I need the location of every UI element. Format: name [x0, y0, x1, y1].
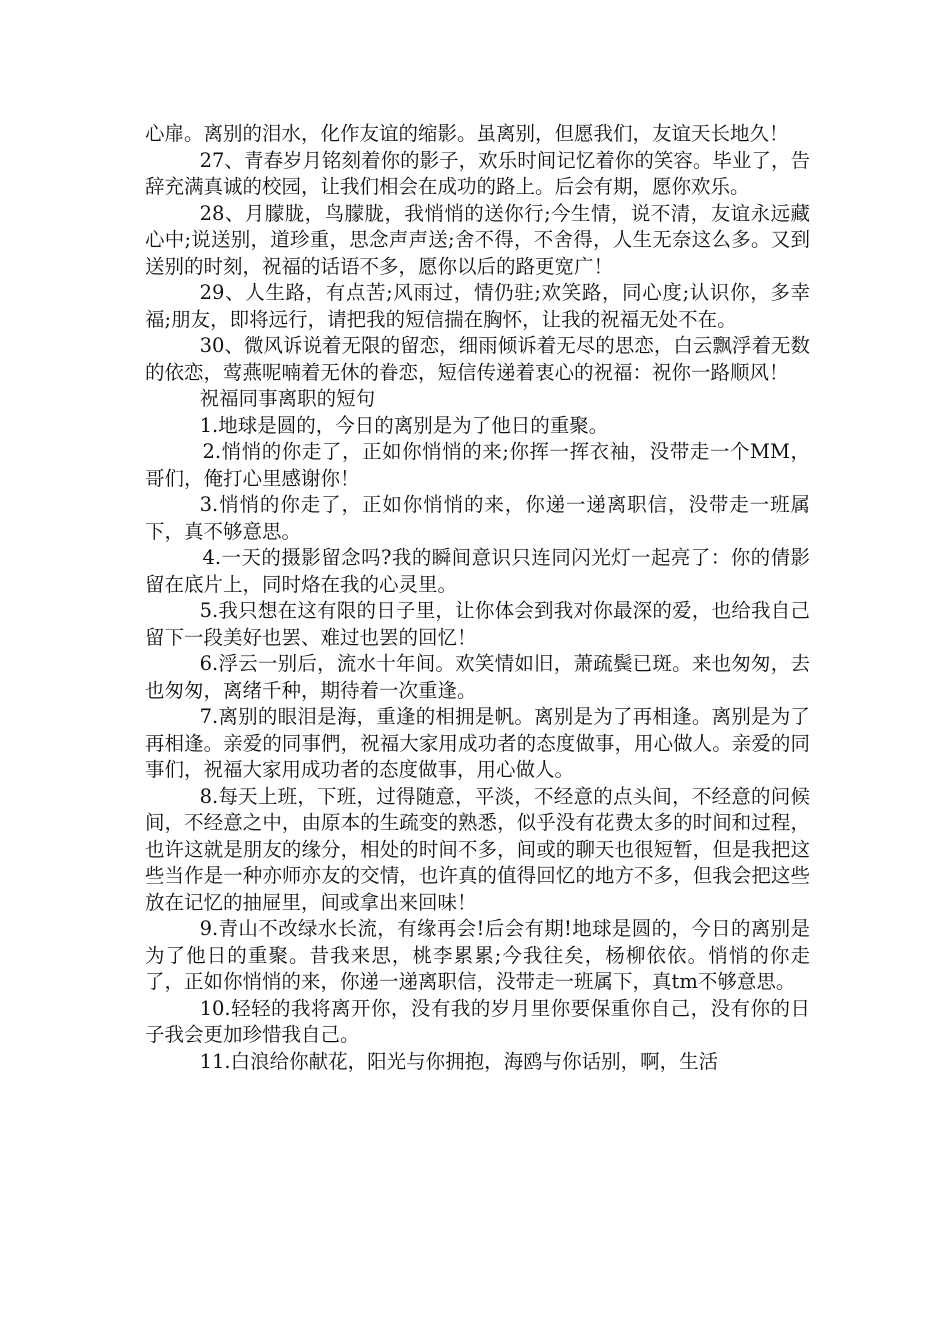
paragraph-colleague-7: 7.离别的眼泪是海，重逢的相拥是帆。离别是为了再相逢。离别是为了再相逢。亲爱的同事們，祝福大家用成功者的态度做事，用心做人。亲爱的同事们，祝福大家用成功者的态度做事，用心做人。: [145, 705, 810, 781]
paragraph-28: 28、月朦胧，鸟朦胧，我悄悄的送你行;今生情，说不清，友谊永远藏心中;说送别，道珍重，思念声声送;舍不得，不舍得，人生无奈这么多。又到送别的时刻，祝福的话语不多，愿你以后的路更宽广！: [145, 201, 810, 278]
paragraph-colleague-9: 9.青山不改绿水长流，有缘再会!后会有期!地球是圆的，今日的离别是为了他日的重聚。昔我来思，桃李累累;今我往矣，杨柳依依。悄悄的你走了，正如你悄悄的来，你递一递离职信，没带走一班属下，真tm不够意思。: [145, 917, 810, 993]
paragraph-27: 27、青春岁月铭刻着你的影子，欢乐时间记忆着你的笑容。毕业了，告辞充满真诚的校园，让我们相会在成功的路上。后会有期，愿你欢乐。: [145, 148, 810, 198]
paragraph-colleague-11: 11.白浪给你献花，阳光与你拥抱，海鸥与你话别，啊，生活: [199, 1049, 719, 1073]
section-heading: 祝福同事离职的短句: [199, 387, 376, 410]
paragraph-colleague-5: 5.我只想在这有限的日子里，让你体会到我对你最深的爱，也给我自己留下一段美好也罢、难过也罢的回忆！: [145, 599, 810, 649]
paragraph-colleague-2: 2.悄悄的你走了，正如你悄悄的来;你挥一挥衣袖，没带走一个MM，哥们，俺打心里感谢你！: [145, 440, 810, 490]
paragraph-colleague-4: 4.一天的摄影留念吗?我的瞬间意识只连同闪光灯一起亮了：你的倩影留在底片上，同时烙在我的心灵里。: [145, 546, 810, 596]
document-body: [145, 121, 810, 1075]
paragraph-colleague-8: 8.每天上班，下班，过得随意，平淡，不经意的点头间，不经意的问候间，不经意之中，由原本的生疏变的熟悉，似乎没有花费太多的时间和过程，也许这就是朋友的缘分，相处的时间不多，间或的聊天也很短暂，但是我把这些当作是一种亦师亦友的交情，也许真的值得回忆的地方不多，但我会把这些放在记忆的抽屉里，间或拿出来回味！: [145, 784, 810, 914]
paragraph-colleague-10: 10.轻轻的我将离开你，没有我的岁月里你要保重你自己，没有你的日子我会更加珍惜我自己。: [145, 996, 810, 1046]
paragraph-29: 29、人生路，有点苦;风雨过，情仍驻;欢笑路，同心度;认识你，多幸福;朋友，即将远行，请把我的短信揣在胸怀，让我的祝福无处不在。: [145, 281, 810, 331]
paragraph-continuation: 心扉。离别的泪水，化作友谊的缩影。虽离别，但愿我们，友谊天长地久！: [145, 122, 789, 145]
paragraph-colleague-3: 3.悄悄的你走了，正如你悄悄的来，你递一递离职信，没带走一班属下，真不够意思。: [145, 493, 810, 543]
paragraph-colleague-6: 6.浮云一别后，流水十年间。欢笑情如旧，萧疏鬓已斑。来也匆匆，去也匆匆，离绪千种，期待着一次重逢。: [145, 652, 810, 702]
paragraph-30: 30、微风诉说着无限的留恋，细雨倾诉着无尽的思恋，白云飘浮着无数的依恋，莺燕呢喃着无休的眷恋，短信传递着衷心的祝福：祝你一路顺风！: [145, 334, 810, 384]
paragraph-colleague-1: 1.地球是圆的，今日的离别是为了他日的重聚。: [199, 413, 609, 437]
